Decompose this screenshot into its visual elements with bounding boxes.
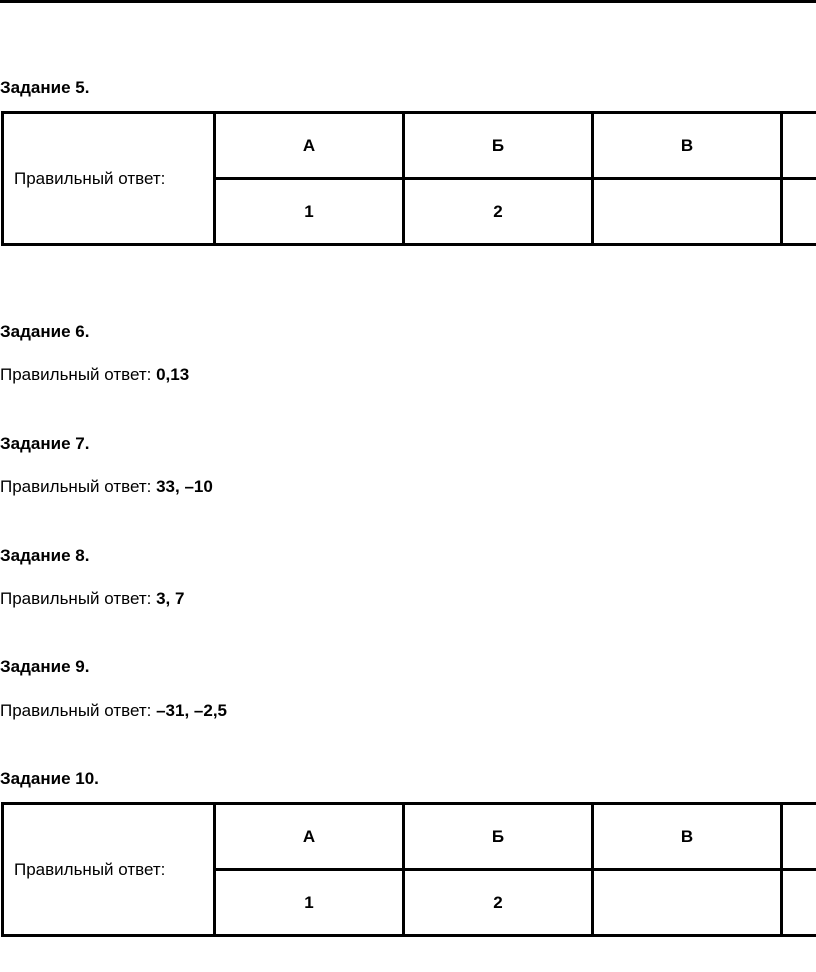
task6-answer-line — [0, 365, 189, 385]
task10-header-b: Б — [404, 804, 593, 870]
task9-answer-prefix: Правильный ответ: — [0, 701, 157, 720]
task8-answer-prefix: Правильный ответ: — [0, 589, 157, 608]
task10-header-v: В — [593, 804, 782, 870]
task10-value-a: 1 — [215, 870, 404, 936]
task10-header-a: А — [215, 804, 404, 870]
task8-answer-line — [0, 589, 184, 609]
task5-heading: Задание 5. — [0, 78, 90, 97]
task10-value-b: 2 — [404, 870, 593, 936]
task9-answer-value: –31, –2,5 — [156, 701, 227, 720]
task5-header-v: В — [593, 113, 782, 179]
task10-value-g — [782, 870, 816, 936]
task5-value-g — [782, 179, 816, 245]
task5-value-v — [593, 179, 782, 245]
task7-answer-value: 33, –10 — [156, 477, 213, 496]
task6-answer-value: 0,13 — [156, 365, 190, 384]
task8-answer-value: 3, 7 — [156, 589, 185, 608]
task9-answer-line — [0, 701, 227, 721]
task7-answer-line — [0, 477, 213, 497]
task7-answer-prefix: Правильный ответ: — [0, 477, 157, 496]
task7-heading: Задание 7. — [0, 434, 90, 453]
task5-header-b: Б — [404, 113, 593, 179]
task6-heading: Задание 6. — [0, 322, 90, 341]
task10-value-v — [593, 870, 782, 936]
task9-heading: Задание 9. — [0, 657, 90, 676]
task10-header-g — [782, 804, 816, 870]
task5-answer-table — [1, 111, 816, 246]
task10-label: Правильный ответ: — [3, 804, 215, 936]
task5-header-a: А — [215, 113, 404, 179]
task5-header-g — [782, 113, 816, 179]
top-rule — [0, 0, 816, 3]
task10-answer-table — [1, 802, 816, 937]
task5-value-a: 1 — [215, 179, 404, 245]
task6-answer-prefix: Правильный ответ: — [0, 365, 157, 384]
task5-label: Правильный ответ: — [3, 113, 215, 245]
task10-heading: Задание 10. — [0, 769, 99, 788]
task5-value-b: 2 — [404, 179, 593, 245]
task8-heading: Задание 8. — [0, 546, 90, 565]
